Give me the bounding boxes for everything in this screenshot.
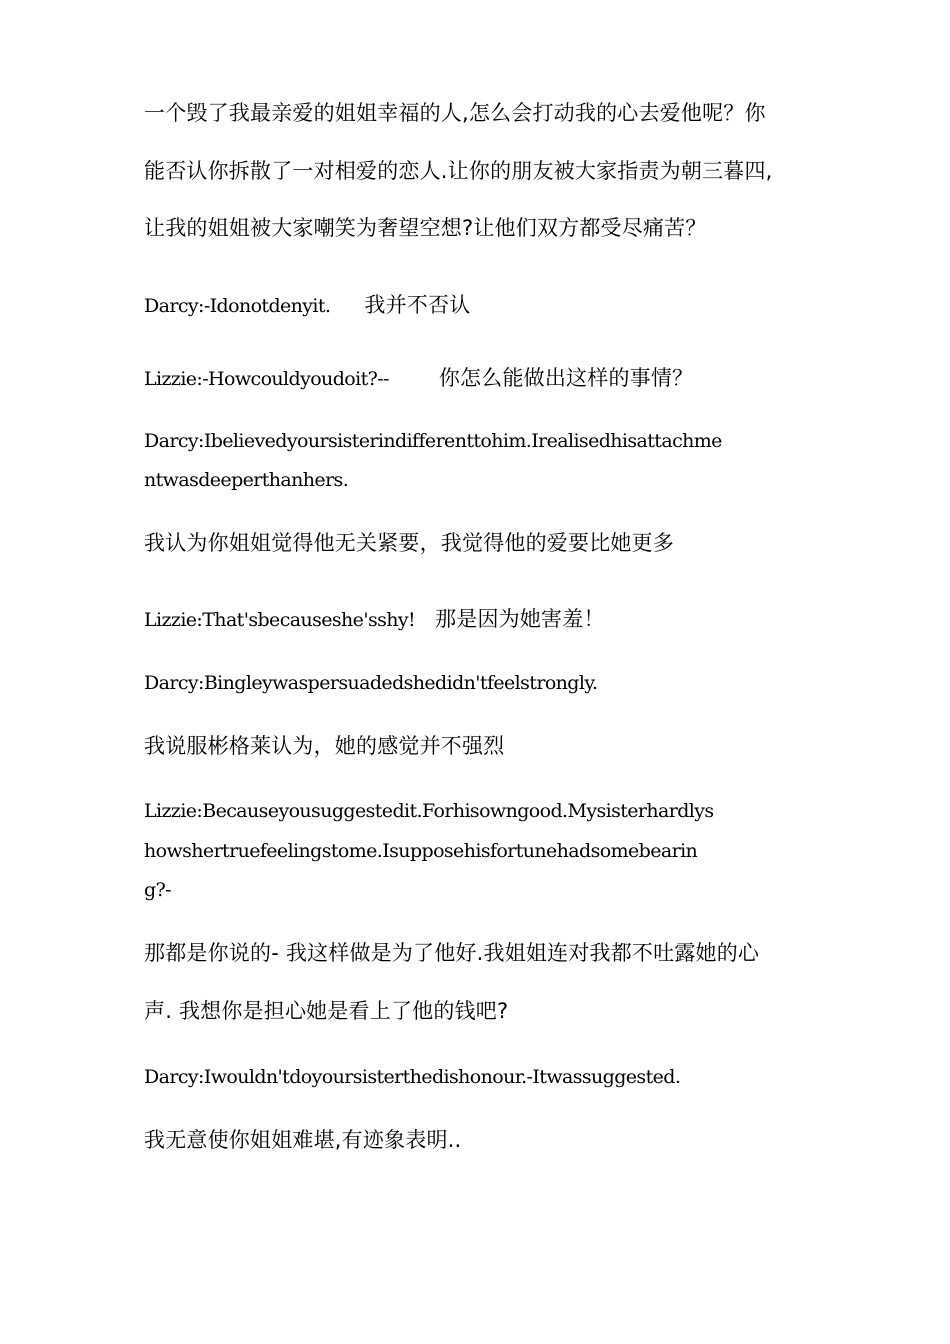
- english-text-line: Darcy:Iwouldn'tdoyoursisterthedishonour.-Itwassuggested.: [144, 1066, 681, 1088]
- english-dialogue: Lizzie:-Howcouldyoudoit?--: [144, 368, 389, 390]
- dialogue-line: [144, 603, 605, 633]
- english-text-line: Lizzie:Becauseyousuggestedit.Forhisowngood.Mysisterhardlys: [144, 800, 714, 822]
- chinese-text-line: 让我的姐姐被大家嘲笑为奢望空想?让他们双方都受尽痛苦？: [144, 216, 707, 240]
- dialogue-line: [144, 362, 693, 392]
- chinese-translation: 那是因为她害羞！: [435, 607, 605, 631]
- english-dialogue: Lizzie:That'sbecauseshe'sshy!: [144, 609, 416, 631]
- chinese-text-line: 我无意使你姐姐难堪,有迹象表明..: [144, 1128, 462, 1152]
- chinese-translation: 你怎么能做出这样的事情？: [438, 366, 694, 390]
- english-text-line: Darcy:Bingleywaspersuadedshedidn'tfeelstrongly.: [144, 672, 598, 694]
- english-text-line: ntwasdeeperthanhers.: [144, 469, 349, 491]
- english-dialogue: Darcy:-Idonotdenyit.: [144, 295, 331, 317]
- chinese-text-line: 一个毁了我最亲爱的姐姐幸福的人,怎么会打动我的心去爱他呢？你: [144, 101, 766, 125]
- english-text-line: howshertruefeelingstome.Isupposehisfortunehadsomebearin: [144, 840, 698, 862]
- chinese-translation: 我并不否认: [364, 293, 471, 317]
- english-text-line: g?-: [144, 879, 171, 901]
- chinese-text-line: 能否认你拆散了一对相爱的恋人.让你的朋友被大家指责为朝三暮四,: [144, 159, 773, 183]
- english-text-line: Darcy:Ibelievedyoursisterindifferenttohim.Irealisedhisattachme: [144, 430, 722, 452]
- chinese-text-line: 我说服彬格莱认为，她的感觉并不强烈: [144, 734, 505, 758]
- dialogue-line: [144, 289, 470, 319]
- chinese-text-line: 那都是你说的- 我这样做是为了他好.我姐姐连对我都不吐露她的心: [144, 941, 760, 965]
- chinese-text-line: 我认为你姐姐觉得他无关紧要，我觉得他的爱要比她更多: [144, 531, 674, 555]
- chinese-text-line: 声. 我想你是担心她是看上了他的钱吧?: [144, 999, 509, 1023]
